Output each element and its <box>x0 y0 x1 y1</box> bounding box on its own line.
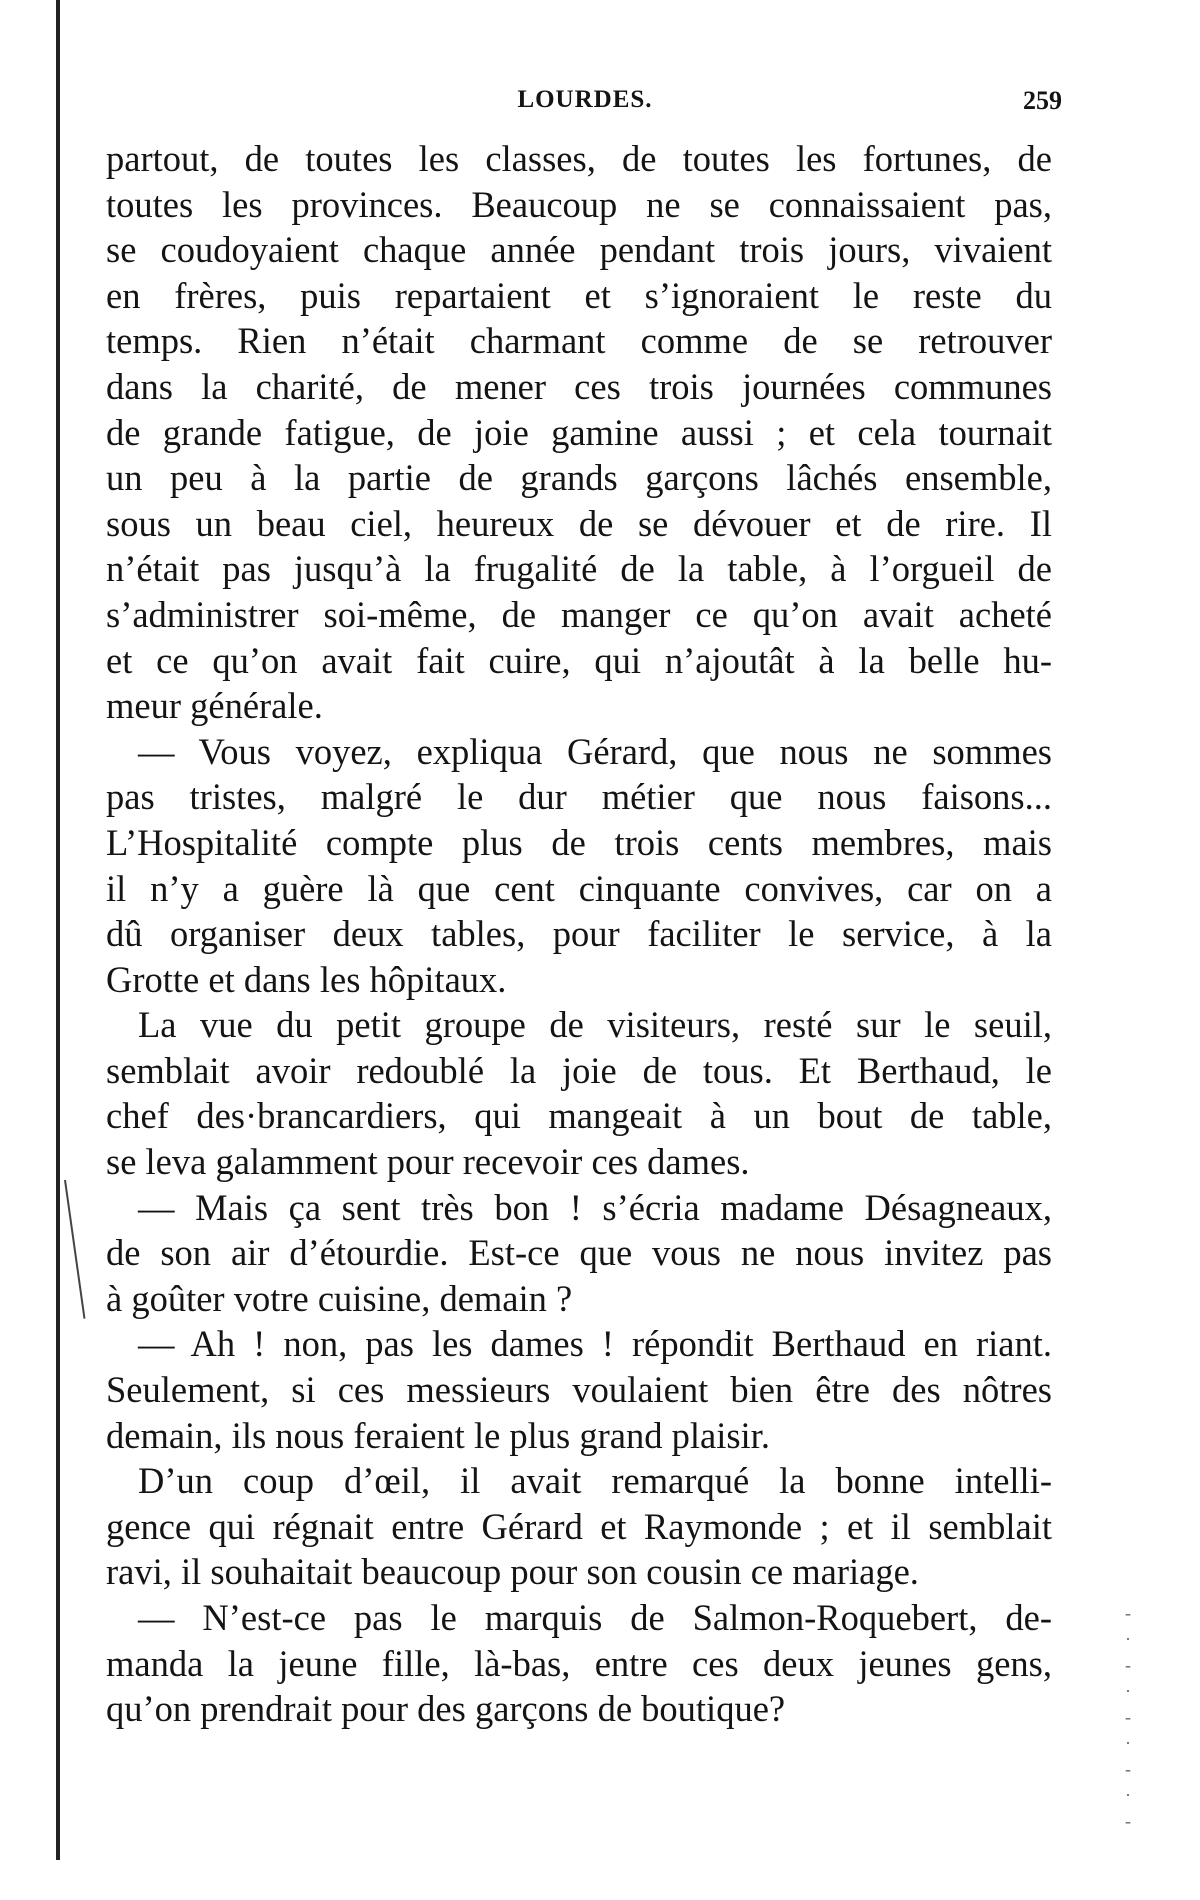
text-line: D’un coup d’œil, il avait remarqué la bonne intelli- <box>138 1460 1052 1502</box>
text-line: s’administrer soi-même, de manger ce qu’on avait acheté <box>106 593 1052 635</box>
text-line: à goûter votre cuisine, demain ? <box>106 1277 573 1319</box>
page-binding-shadow <box>64 1180 85 1319</box>
text-line: de son air d’étourdie. Est-ce que vous ne nous invitez pas <box>106 1232 1052 1274</box>
page-number: 259 <box>1023 86 1062 115</box>
text-line: de grande fatigue, de joie gamine aussi ; et cela tournait <box>106 411 1052 453</box>
text-line: meur générale. <box>106 685 323 727</box>
text-line: manda la jeune fille, là-bas, entre ces deux jeunes gens, <box>106 1642 1052 1684</box>
text-line: il n’y a guère là que cent cinquante convives, car on a <box>106 867 1052 909</box>
text-line: L’Hospitalité compte plus de trois cents membres, mais <box>106 821 1052 863</box>
page-binding-edge <box>56 0 60 1860</box>
text-line: — Ah ! non, pas les dames ! répondit Berthaud en riant. <box>138 1323 1052 1365</box>
text-line: se coudoyaient chaque année pendant trois jours, vivaient <box>106 229 1052 271</box>
text-line: pas tristes, malgré le dur métier que nous faisons... <box>106 776 1052 818</box>
text-line: — Mais ça sent très bon ! s’écria madame Désagneaux, <box>138 1186 1052 1228</box>
running-title: LOURDES. <box>517 86 653 113</box>
text-line: demain, ils nous feraient le plus grand plaisir. <box>106 1414 770 1456</box>
scan-margin-marks: - · - · - · - · - <box>1125 1603 1131 1831</box>
text-line: — N’est-ce pas le marquis de Salmon-Roquebert, de- <box>138 1597 1052 1638</box>
text-line: temps. Rien n’était charmant comme de se retrouver <box>106 320 1052 362</box>
text-line: semblait avoir redoublé la joie de tous. Et Berthaud, le <box>106 1049 1052 1091</box>
text-line: dû organiser deux tables, pour faciliter le service, à la <box>106 913 1052 955</box>
text-line: ravi, il souhaitait beaucoup pour son cousin ce mariage. <box>106 1551 919 1593</box>
text-line: un peu à la partie de grands garçons lâchés ensemble, <box>106 457 1052 499</box>
text-line: qu’on prendrait pour des garçons de boutique? <box>106 1688 786 1730</box>
page-header <box>100 86 1070 126</box>
text-line: dans la charité, de mener ces trois journées communes <box>106 365 1052 407</box>
text-line: se leva galamment pour recevoir ces dames. <box>106 1141 750 1183</box>
text-line: toutes les provinces. Beaucoup ne se connaissaient pas, <box>106 183 1052 225</box>
text-line: sous un beau ciel, heureux de se dévouer et de rire. Il <box>106 502 1052 544</box>
text-line: partout, de toutes les classes, de toutes les fortunes, de <box>106 138 1052 179</box>
text-line: — Vous voyez, expliqua Gérard, que nous ne sommes <box>138 730 1052 772</box>
text-line: La vue du petit groupe de visiteurs, resté sur le seuil, <box>138 1004 1052 1046</box>
text-line: Grotte et dans les hôpitaux. <box>106 958 507 1000</box>
body-text <box>106 136 1052 1732</box>
text-line: n’était pas jusqu’à la frugalité de la table, à l’orgueil de <box>106 548 1052 590</box>
text-line: gence qui régnait entre Gérard et Raymonde ; et il semblait <box>106 1505 1052 1547</box>
text-line: Seulement, si ces messieurs voulaient bien être des nôtres <box>106 1369 1052 1411</box>
text-line: en frères, puis repartaient et s’ignoraient le reste du <box>106 274 1052 316</box>
text-line: et ce qu’on avait fait cuire, qui n’ajoutât à la belle hu- <box>106 639 1052 681</box>
text-line: chef des·brancardiers, qui mangeait à un bout de table, <box>106 1095 1052 1137</box>
